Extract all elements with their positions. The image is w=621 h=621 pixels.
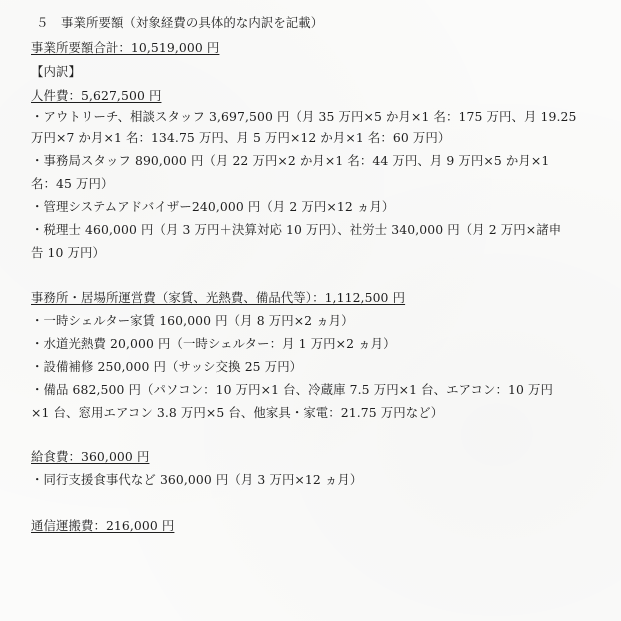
section-title: ５ 事業所要額（対象経費の具体的な内訳を記載）	[36, 15, 324, 30]
meals-line: ・同行支援食事代など 360,000 円（月 3 万円×12 ヵ月）	[31, 472, 363, 487]
office-heading: 事務所・居場所運営費（家賃、光熱費、備品代等）：1,112,500 円	[31, 290, 406, 305]
personnel-line: 万円×7 か月×1 名：134.75 万円、月 5 万円×12 か月×1 名：60 万円）	[31, 130, 451, 145]
office-line: ・設備補修 250,000 円（サッシ交換 25 万円）	[31, 359, 303, 374]
office-line: ・備品 682,500 円（パソコン：10 万円×1 台、冷蔵庫 7.5 万円×1 台、エアコン：10 万円	[31, 382, 553, 397]
personnel-line: 告 10 万円）	[31, 245, 106, 260]
office-line: ×1 台、窓用エアコン 3.8 万円×5 台、他家具・家電：21.75 万円など）	[31, 405, 444, 420]
office-line: ・水道光熱費 20,000 円（一時シェルター：月 1 万円×2 ヵ月）	[31, 336, 396, 351]
meals-heading: 給食費：360,000 円	[31, 449, 150, 464]
personnel-line: 名：45 万円）	[31, 176, 114, 191]
office-line: ・一時シェルター家賃 160,000 円（月 8 万円×2 ヵ月）	[31, 313, 354, 328]
personnel-heading: 人件費：5,627,500 円	[31, 88, 162, 103]
breakdown-label: 【内訳】	[31, 64, 81, 79]
communication-heading: 通信運搬費：216,000 円	[31, 518, 175, 533]
personnel-line: ・管理システムアドバイザー240,000 円（月 2 万円×12 ヵ月）	[31, 199, 395, 214]
personnel-line: ・税理士 460,000 円（月 3 万円＋決算対応 10 万円）、社労士 340,000 円（月 2 万円×諸申	[31, 222, 562, 237]
personnel-line: ・アウトリーチ、相談スタッフ 3,697,500 円（月 35 万円×5 か月×1 名：175 万円、月 19.25	[31, 109, 577, 124]
personnel-line: ・事務局スタッフ 890,000 円（月 22 万円×2 か月×1 名：44 万円、月 9 万円×5 か月×1	[31, 153, 550, 168]
total-amount: 事業所要額合計：10,519,000 円	[31, 40, 220, 55]
